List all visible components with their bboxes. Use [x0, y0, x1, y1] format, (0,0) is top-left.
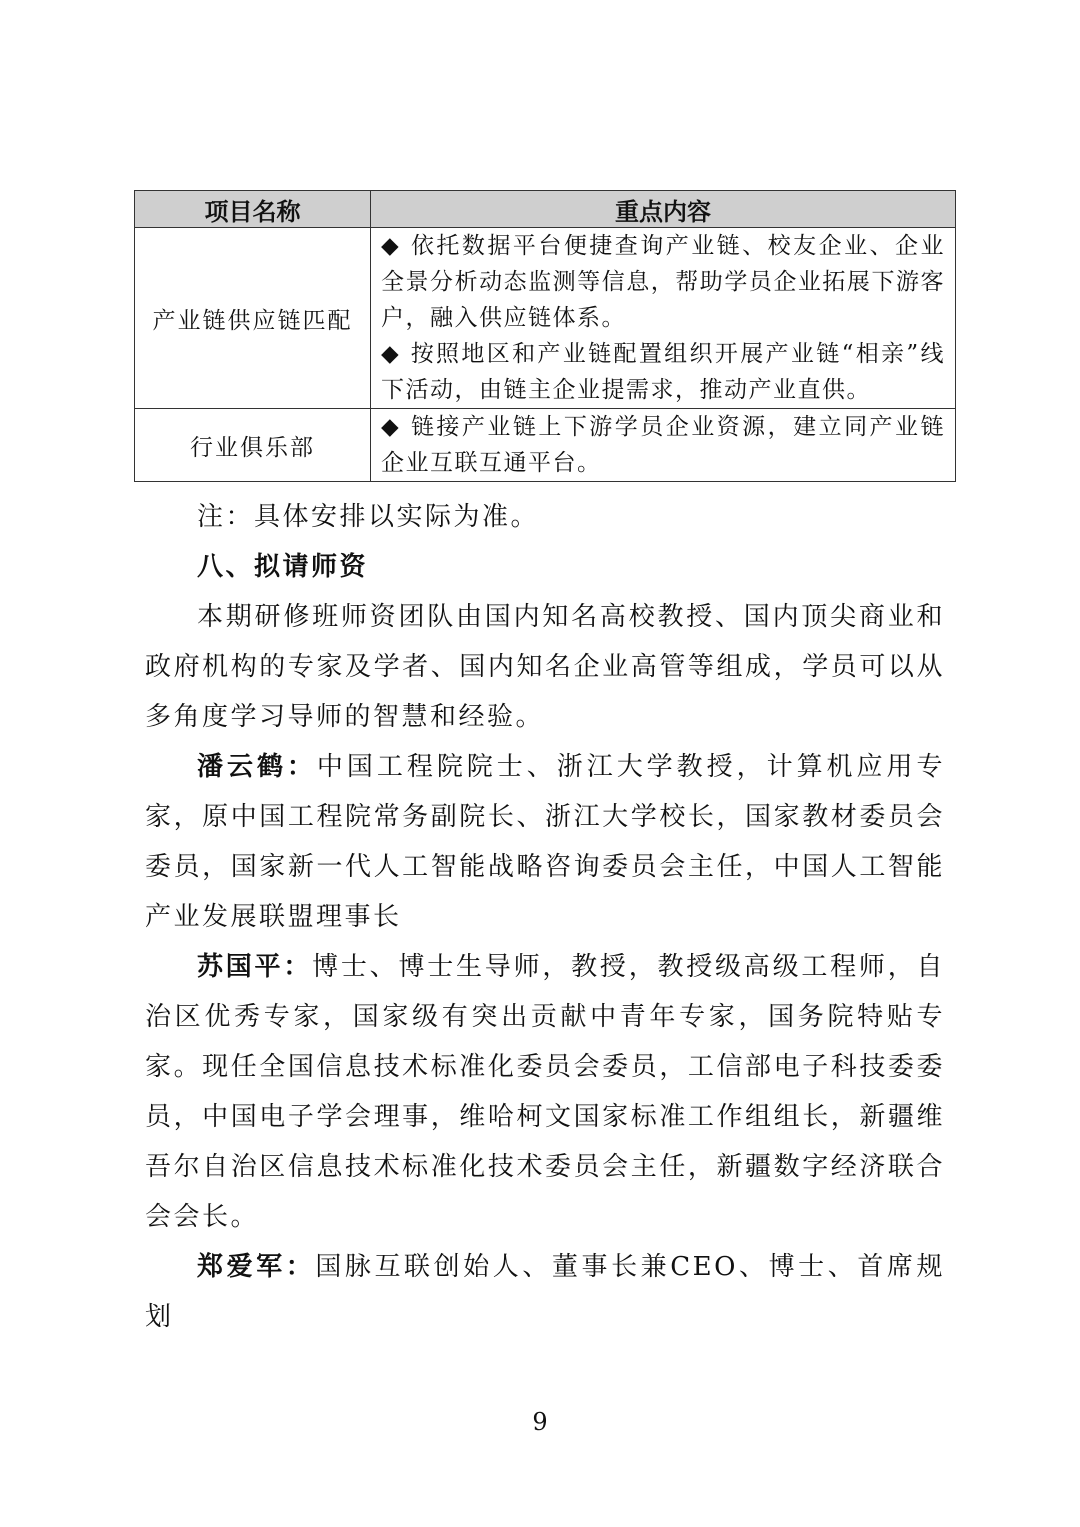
page-number: 9: [532, 1408, 548, 1436]
teacher-desc: 中国工程院院士、浙江大学教授，计算机应用专家，原中国工程院常务副院长、浙江大学校长，国家教材委员会委员，国家新一代人工智能战略咨询委员会主任，中国人工智能产业发展联盟理事长: [145, 752, 945, 932]
header-project-name: 项目名称: [135, 191, 371, 228]
row-name: 产业链供应链匹配: [135, 228, 371, 409]
header-key-content: 重点内容: [371, 191, 956, 228]
table-row: [135, 228, 956, 409]
note: 注：具体安排以实际为准。: [197, 502, 540, 532]
document-body: [145, 492, 945, 1342]
teacher-paragraph: [145, 942, 945, 1242]
content-item: ◆ 依托数据平台便捷查询产业链、校友企业、企业全景分析动态监测等信息，帮助学员企业拓展下游客户，融入供应链体系。: [381, 233, 945, 331]
content-item: ◆ 按照地区和产业链配置组织开展产业链“相亲”线下活动，由链主企业提需求，推动产业直供。: [381, 341, 945, 403]
table-row: [135, 409, 956, 482]
row-name: 行业俱乐部: [135, 409, 371, 482]
section-heading: 八、拟请师资: [197, 552, 369, 582]
teacher-paragraph: [145, 1242, 945, 1342]
teacher-name: 郑爱军：: [197, 1252, 316, 1282]
teacher-name: 苏国平：: [197, 952, 313, 982]
content-item: ◆ 链接产业链上下游学员企业资源，建立同产业链企业互联互通平台。: [381, 414, 945, 476]
row-content: [371, 228, 956, 409]
teacher-name: 潘云鹤：: [197, 752, 317, 782]
teacher-paragraph: [145, 742, 945, 942]
project-table: [134, 190, 956, 482]
teacher-desc: 博士、博士生导师，教授，教授级高级工程师，自治区优秀专家，国家级有突出贡献中青年专家，国务院特贴专家。现任全国信息技术标准化委员会委员，工信部电子科技委委员，中国电子学会理事，维哈柯文国家标准工作组组长，新疆维吾尔自治区信息技术标准化技术委员会主任，新疆数字经济联合会会长。: [145, 952, 945, 1232]
row-content: [371, 409, 956, 482]
teacher-desc: 国脉互联创始人、董事长兼CEO、博士、首席规划: [145, 1252, 945, 1332]
intro-paragraph: 本期研修班师资团队由国内知名高校教授、国内顶尖商业和政府机构的专家及学者、国内知名企业高管等组成，学员可以从多角度学习导师的智慧和经验。: [145, 602, 945, 732]
table-header-row: [135, 191, 956, 228]
